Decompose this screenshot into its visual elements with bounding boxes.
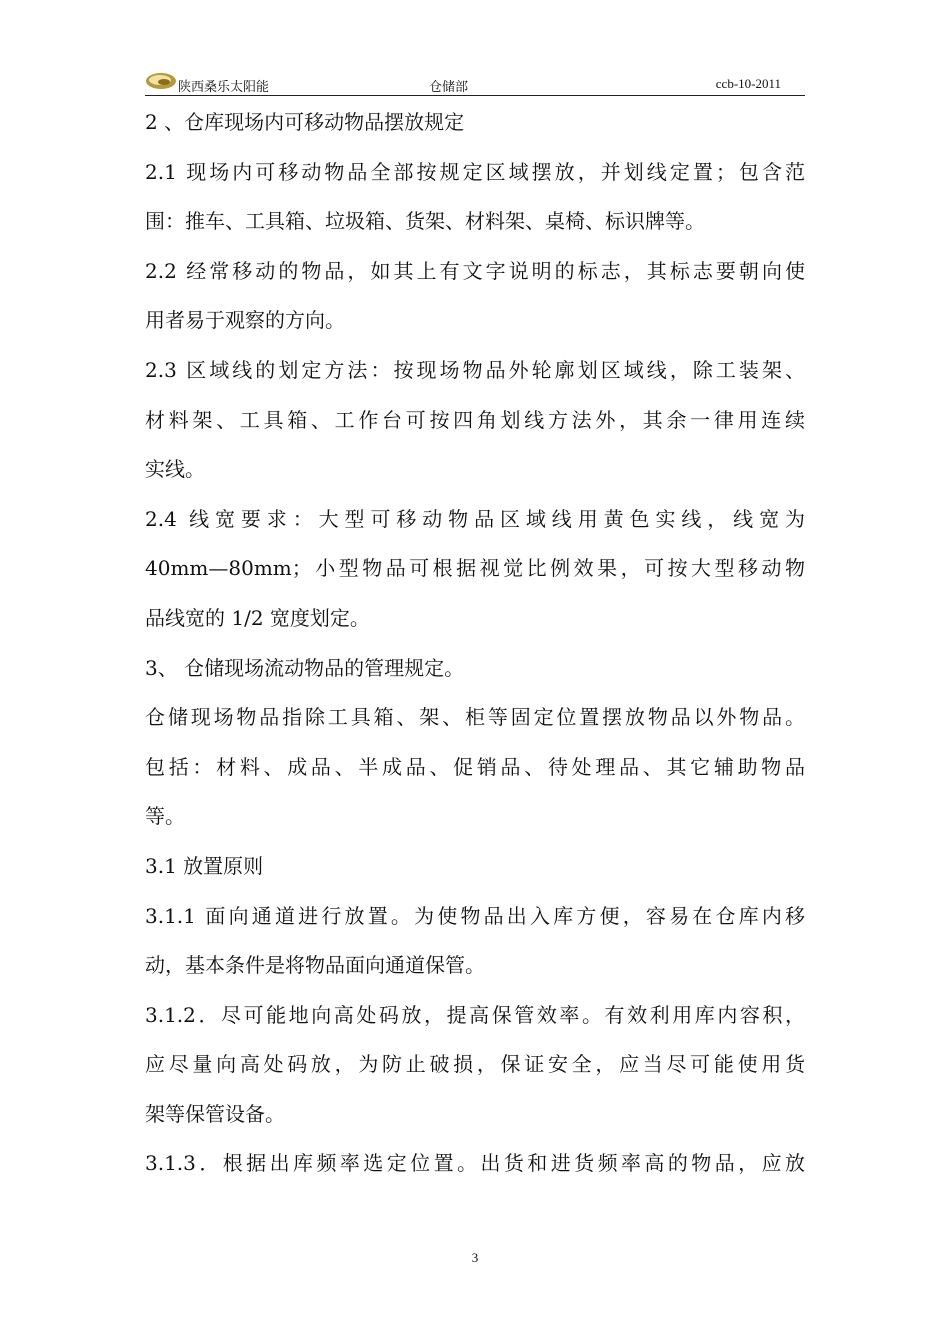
text-line: 2.2 经常移动的物品，如其上有文字说明的标志，其标志要朝向使 (145, 258, 805, 283)
text-line: 2.1 现场内可移动物品全部按规定区域摆放，并划线定置；包含范 (145, 159, 805, 184)
text-line: 仓储现场物品指除工具箱、架、柜等固定位置摆放物品以外物品。 (145, 705, 805, 730)
document-body (145, 98, 805, 1189)
text-line: 3.1.1 面向通道进行放置。为使物品出入库方便，容易在仓库内移 (145, 903, 805, 928)
text-line: 3.1.2．尽可能地向高处码放，提高保管效率。有效利用库内容积， (145, 1002, 805, 1027)
text-line: 等。 (145, 804, 185, 829)
department-name: 仓储部 (429, 79, 469, 94)
text-line: 3.1 放置原则 (145, 853, 264, 878)
text-line: 材料架、工具箱、工作台可按四角划线方法外，其余一律用连续 (145, 407, 805, 432)
company-name: 陕西桑乐太阳能 (178, 79, 270, 94)
document-code: ccb-10-2011 (715, 76, 781, 91)
text-line: 包括：材料、成品、半成品、促销品、待处理品、其它辅助物品 (145, 754, 805, 779)
text-line: 应尽量向高处码放，为防止破损，保证安全，应当尽可能使用货 (145, 1052, 805, 1077)
company-logo-icon (145, 72, 177, 90)
text-line: 架等保管设备。 (145, 1101, 285, 1126)
text-line: 3.1.3．根据出库频率选定位置。出货和进货频率高的物品，应放 (145, 1151, 805, 1176)
text-line: 实线。 (145, 457, 205, 482)
text-line: 2.3 区域线的划定方法：按现场物品外轮廓划区域线，除工装架、 (145, 357, 805, 382)
text-line: 品线宽的 1/2 宽度划定。 (145, 605, 370, 630)
text-line: 3、 仓储现场流动物品的管理规定。 (145, 655, 465, 680)
page-header (145, 70, 805, 96)
text-line: 围：推车、工具箱、垃圾箱、货架、材料架、桌椅、标识牌等。 (145, 209, 705, 234)
page-number: 3 (471, 1250, 479, 1265)
header-divider (145, 95, 805, 96)
text-line: 用者易于观察的方向。 (145, 308, 345, 333)
text-line: 动，基本条件是将物品面向通道保管。 (145, 953, 485, 978)
text-line: 40mm—80mm；小型物品可根据视觉比例效果，可按大型移动物 (145, 556, 805, 581)
text-line: 2.4 线宽要求：大型可移动物品区域线用黄色实线，线宽为 (145, 506, 805, 531)
text-line: 2 、仓库现场内可移动物品摆放规定 (145, 110, 465, 134)
